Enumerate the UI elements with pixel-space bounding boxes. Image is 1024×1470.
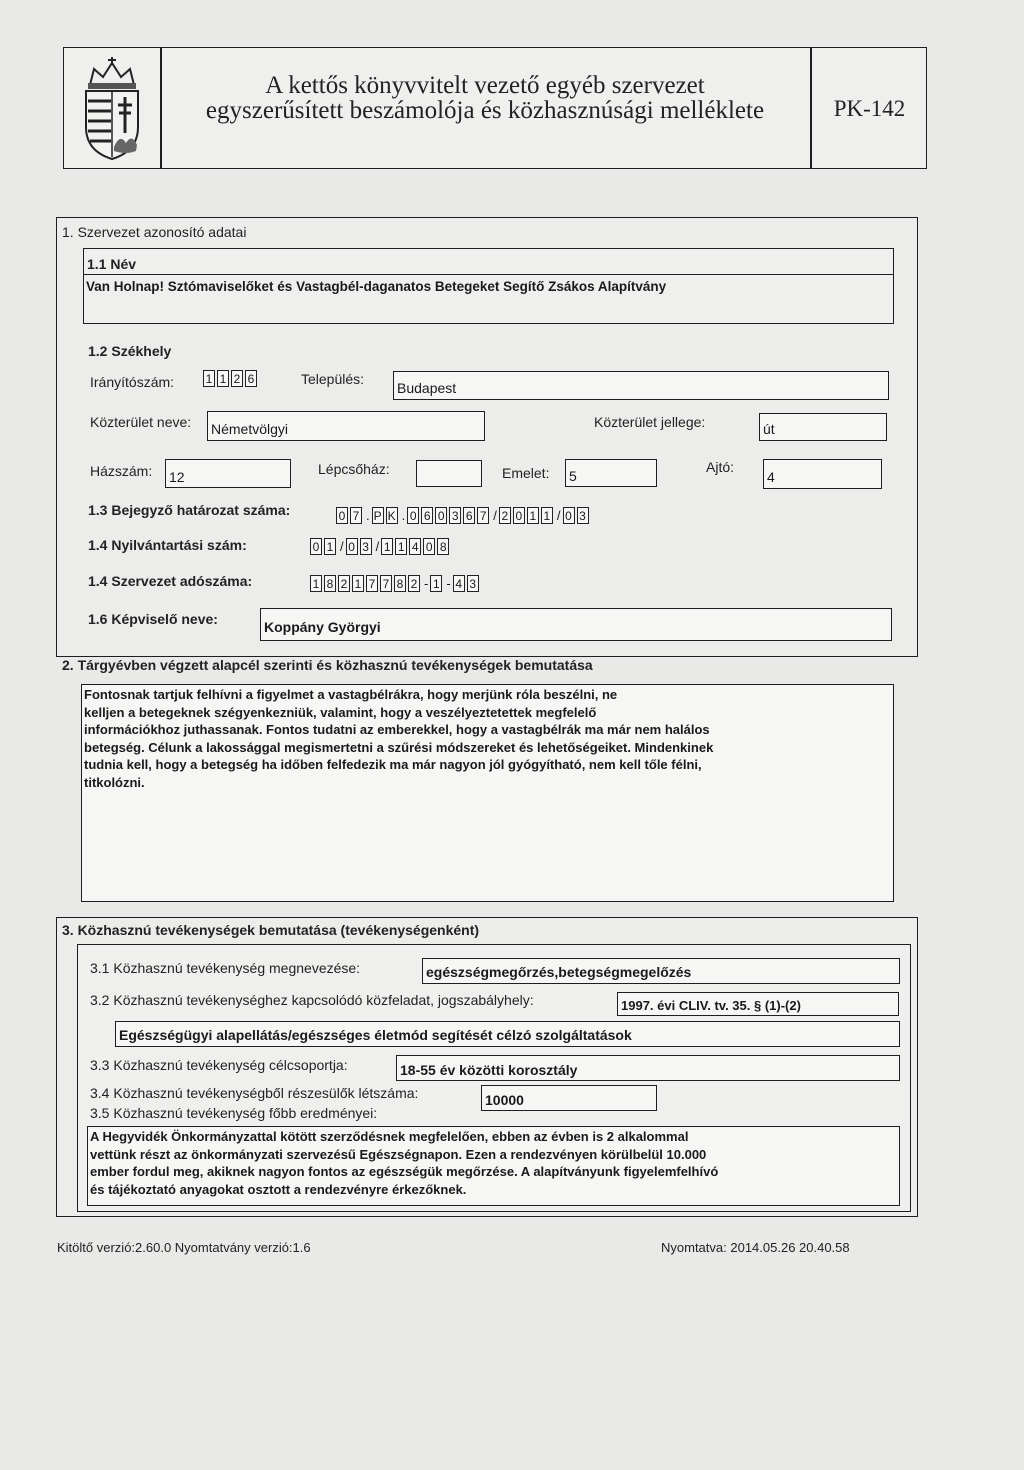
description-line: kelljen a betegeknek szégyenkezniük, valamint, hogy a veszélyeztetettek megfelelő [84,704,597,720]
reg-decision-label: 1.3 Bejegyző határozat száma: [88,502,291,518]
results-line: és tájékoztató anyagokat osztott a rendezvényre érkezőknek. [90,1181,467,1197]
digit-box[interactable]: 3 [577,507,589,524]
results-textarea[interactable] [87,1126,900,1206]
reg-decision-boxes[interactable] [336,507,591,524]
name-label: 1.1 Név [87,256,137,272]
digit-box[interactable]: 6 [421,507,433,524]
tax-number-label: 1.4 Szervezet adószáma: [88,573,253,589]
digit-box[interactable]: 3 [467,575,479,592]
digit-box[interactable]: 1 [430,575,442,592]
digit-box[interactable]: 4 [453,575,465,592]
digit-box[interactable]: 1 [352,575,364,592]
digit-box[interactable]: 1 [203,370,215,387]
digit-box[interactable]: 7 [380,575,392,592]
door-field[interactable]: 4 [763,459,882,489]
print-date: Nyomtatva: 2014.05.26 20.40.58 [661,1240,850,1255]
house-number-field[interactable]: 12 [165,459,291,488]
floor-field[interactable]: 5 [565,459,657,487]
zip-code-boxes[interactable] [203,370,259,387]
digit-box[interactable]: 7 [366,575,378,592]
stair-field[interactable] [416,460,482,487]
name-field[interactable]: Van Holnap! Sztómaviselőket és Vastagbél-daganatos Betegeket Segítő Zsákos Alapítvány [83,274,894,324]
digit-box[interactable]: 0 [423,538,435,555]
separator: / [375,539,380,554]
separator: - [424,576,429,591]
zip-label: Irányítószám: [90,374,175,390]
target-group-field[interactable]: 18-55 év közötti korosztály [396,1055,900,1081]
digit-box[interactable]: K [387,509,396,523]
digit-box[interactable]: 7 [477,507,489,524]
digit-box[interactable]: 3 [449,507,461,524]
separator: . [401,508,406,523]
separator: - [446,576,451,591]
digit-box[interactable]: 2 [231,370,243,387]
door-label: Ajtó: [706,459,735,475]
separator: . [366,508,370,523]
public-task-field[interactable]: Egészségügyi alapellátás/egészséges életmód segítését célzó szolgáltatások [115,1021,900,1047]
section3-title: 3. Közhasznú tevékenységek bemutatása (tevékenységenként) [62,922,480,938]
digit-box[interactable]: 0 [435,507,447,524]
digit-box[interactable]: 8 [394,575,406,592]
results-line: vettünk részt az önkormányzati szervezésű Egészségnapon. Ezen a rendezvényen körülbelül 10.000 [90,1146,707,1162]
description-line: Fontosnak tartjuk felhívni a figyelmet a vastagbélrákra, hogy merjünk róla beszélni, ne [84,687,618,702]
description-line: betegség. Célunk a lakossággal megismertetni a szűrési módszereket és lehetőségeiket. Mindenkinek [84,739,714,755]
results-line: ember fordul meg, akiknek nagyon fontos az egészségük megőrzése. A alapítványunk figyelemfelhívó [90,1164,719,1180]
street-label: Közterület neve: [90,414,192,430]
digit-box[interactable]: 1 [310,575,322,592]
digit-box[interactable]: 0 [310,538,322,555]
form-title-line2: egyszerűsített beszámolója és közhasznúsági melléklete [205,97,765,124]
digit-box[interactable]: 0 [407,507,419,524]
form-code: PK-142 [833,96,906,121]
form-title-line1: A kettős könyvvitelt vezető egyéb szervezet [265,72,705,99]
digit-box[interactable]: 8 [437,538,449,555]
city-field[interactable]: Budapest [393,371,889,400]
tax-number-boxes[interactable] [310,575,481,592]
digit-box[interactable]: 1 [217,370,229,387]
digit-box[interactable]: 1 [381,538,393,555]
description-line: titkolózni. [84,774,145,790]
coat-of-arms-icon [76,55,148,160]
seat-label: 1.2 Székhely [88,343,172,359]
digit-box[interactable]: 1 [541,507,553,524]
activity-description-textarea[interactable] [81,684,894,902]
version-info: Kitöltő verzió:2.60.0 Nyomtatvány verzió:1.6 [57,1240,311,1255]
street-type-label: Közterület jellege: [594,414,706,430]
floor-label: Emelet: [502,465,550,481]
section1-title: 1. Szervezet azonosító adatai [62,224,247,240]
digit-box[interactable]: 6 [245,370,257,387]
description-line: információkhoz juthassanak. Fontos tudatni az emberekkel, hogy a vastagbélrák ma már nem halálos [84,722,710,738]
digit-box[interactable]: P [373,509,382,523]
digit-box[interactable]: 4 [409,538,421,555]
reg-number-label: 1.4 Nyilvántartási szám: [88,537,247,553]
stair-label: Lépcsőház: [318,461,390,477]
house-number-label: Házszám: [90,463,153,479]
digit-box[interactable]: 2 [338,575,350,592]
separator: / [556,508,561,523]
street-field[interactable]: Németvölgyi [207,411,485,441]
public-task-law-field[interactable]: 1997. évi CLIV. tv. 35. § (1)-(2) [617,992,899,1016]
digit-box[interactable]: 1 [527,507,539,524]
representative-field[interactable]: Koppány Györgyi [260,608,892,641]
public-task-label: 3.2 Közhasznú tevékenységhez kapcsolódó közfeladat, jogszabályhely: [90,992,534,1008]
digit-box[interactable]: 0 [336,507,348,524]
reg-number-boxes[interactable] [310,538,451,555]
activity-name-label: 3.1 Közhasznú tevékenység megnevezése: [90,960,361,976]
participants-label: 3.4 Közhasznú tevékenységből részesülők létszáma: [90,1085,419,1101]
digit-box[interactable]: 2 [499,507,511,524]
separator: / [340,539,344,554]
results-line: A Hegyvidék Önkormányzattal kötött szerződésnek megfelelően, ebben az évben is 2 alkalommal [90,1129,689,1144]
activity-name-field[interactable]: egészségmegőrzés,betegségmegelőzés [422,958,900,984]
digit-box[interactable]: 1 [324,538,336,555]
digit-box[interactable]: 0 [513,507,525,524]
representative-label: 1.6 Képviselő neve: [88,611,218,627]
digit-box[interactable]: 2 [408,575,420,592]
digit-box[interactable]: 0 [346,538,358,555]
digit-box[interactable]: 3 [360,538,372,555]
separator: / [493,508,497,523]
digit-box[interactable]: 0 [563,507,575,524]
target-group-label: 3.3 Közhasznú tevékenység célcsoportja: [90,1057,348,1073]
description-line: tudnia kell, hogy a betegség ha időben felfedezik ma már nagyon jól gyógyítható, nem kell tőle félni, [84,757,702,773]
section2-title: 2. Tárgyévben végzett alapcél szerinti és közhasznú tevékenységek bemutatása [62,657,593,673]
digit-box[interactable]: 8 [324,575,336,592]
digit-box[interactable]: 7 [350,507,362,524]
street-type-field[interactable]: út [759,413,887,441]
digit-box[interactable]: 1 [395,538,407,555]
digit-box[interactable]: 6 [463,507,475,524]
results-label: 3.5 Közhasznú tevékenység főbb eredményei: [90,1105,378,1121]
city-label: Település: [301,371,365,387]
participants-field[interactable]: 10000 [481,1085,657,1111]
